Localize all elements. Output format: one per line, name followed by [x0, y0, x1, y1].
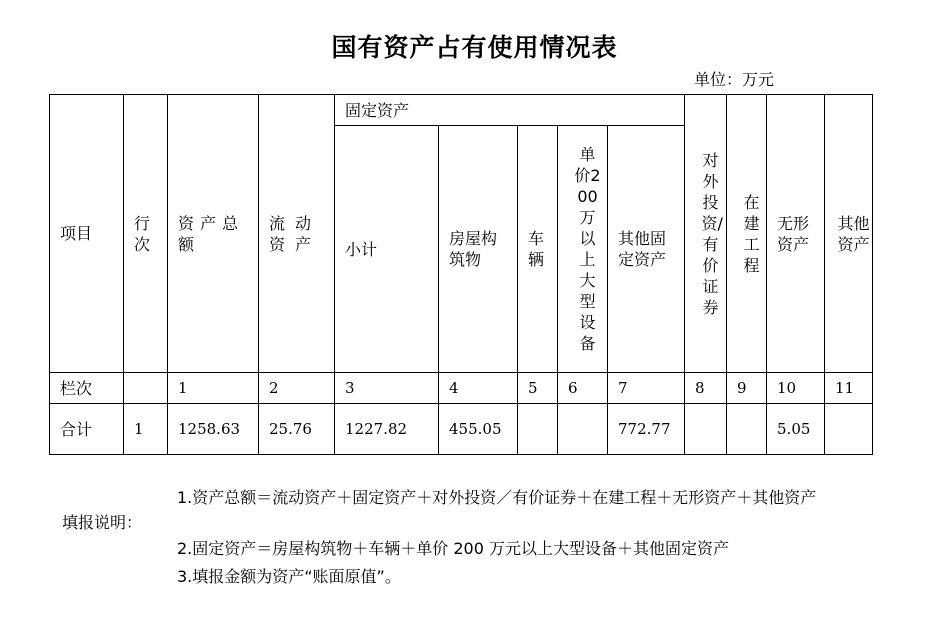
- header-construction: 在建工程: [727, 95, 767, 373]
- header-buildings: 房屋构筑物: [439, 126, 518, 373]
- large-equipment-value: [558, 404, 608, 455]
- header-investment: 对外投资/有价证券: [685, 95, 727, 373]
- vehicles-value: [518, 404, 558, 455]
- note-2: 2.固定资产＝房屋构筑物＋车辆＋单价 200 万元以上大型设备＋其他固定资产: [177, 539, 729, 558]
- column-index-cell: [124, 373, 168, 404]
- header-item: 项目: [50, 95, 124, 373]
- column-index-cell: 7: [608, 373, 685, 404]
- header-other-fixed: 其他固定资产: [608, 126, 685, 373]
- note-3: 3.填报金额为资产“账面原值”。: [177, 567, 401, 586]
- total-label: 合计: [50, 404, 124, 455]
- current-assets-value: 25.76: [259, 404, 335, 455]
- column-index-row: [50, 373, 873, 404]
- column-index-cell: 8: [685, 373, 727, 404]
- column-index-cell: 6: [558, 373, 608, 404]
- header-intangible: 无形资产: [767, 95, 825, 373]
- header-vehicles: 车辆: [518, 126, 558, 373]
- other-fixed-value: 772.77: [608, 404, 685, 455]
- page-title: 国有资产占有使用情况表: [331, 33, 618, 62]
- notes-label: 填报说明：: [62, 513, 143, 532]
- total-row-no: 1: [124, 404, 168, 455]
- asset-table: [49, 94, 873, 455]
- unit-label: 单位：万元: [694, 70, 775, 89]
- intangible-value: 5.05: [767, 404, 825, 455]
- header-large-equipment: 单价200万以上大型设备: [558, 126, 608, 373]
- column-index-cell: 3: [335, 373, 439, 404]
- column-index-label: 栏次: [50, 373, 124, 404]
- total-row: [50, 404, 873, 455]
- header-row-1: [50, 95, 873, 126]
- header-other-assets: 其他资产: [825, 95, 873, 373]
- other-assets-value: [825, 404, 873, 455]
- note-1: 1.资产总额＝流动资产＋固定资产＋对外投资／有价证券＋在建工程＋无形资产＋其他资产: [177, 488, 817, 507]
- header-fixed-assets: 固定资产: [335, 95, 685, 126]
- buildings-value: 455.05: [439, 404, 518, 455]
- construction-value: [727, 404, 767, 455]
- column-index-cell: 1: [168, 373, 259, 404]
- header-subtotal: 小计: [335, 126, 439, 373]
- total-assets-value: 1258.63: [168, 404, 259, 455]
- column-index-cell: 2: [259, 373, 335, 404]
- subtotal-value: 1227.82: [335, 404, 439, 455]
- column-index-cell: 4: [439, 373, 518, 404]
- column-index-cell: 9: [727, 373, 767, 404]
- header-row-no: 行次: [124, 95, 168, 373]
- header-total-assets: 资产总额: [168, 95, 259, 373]
- column-index-cell: 11: [825, 373, 873, 404]
- investment-value: [685, 404, 727, 455]
- column-index-cell: 10: [767, 373, 825, 404]
- header-current-assets: 流动资产: [259, 95, 335, 373]
- column-index-cell: 5: [518, 373, 558, 404]
